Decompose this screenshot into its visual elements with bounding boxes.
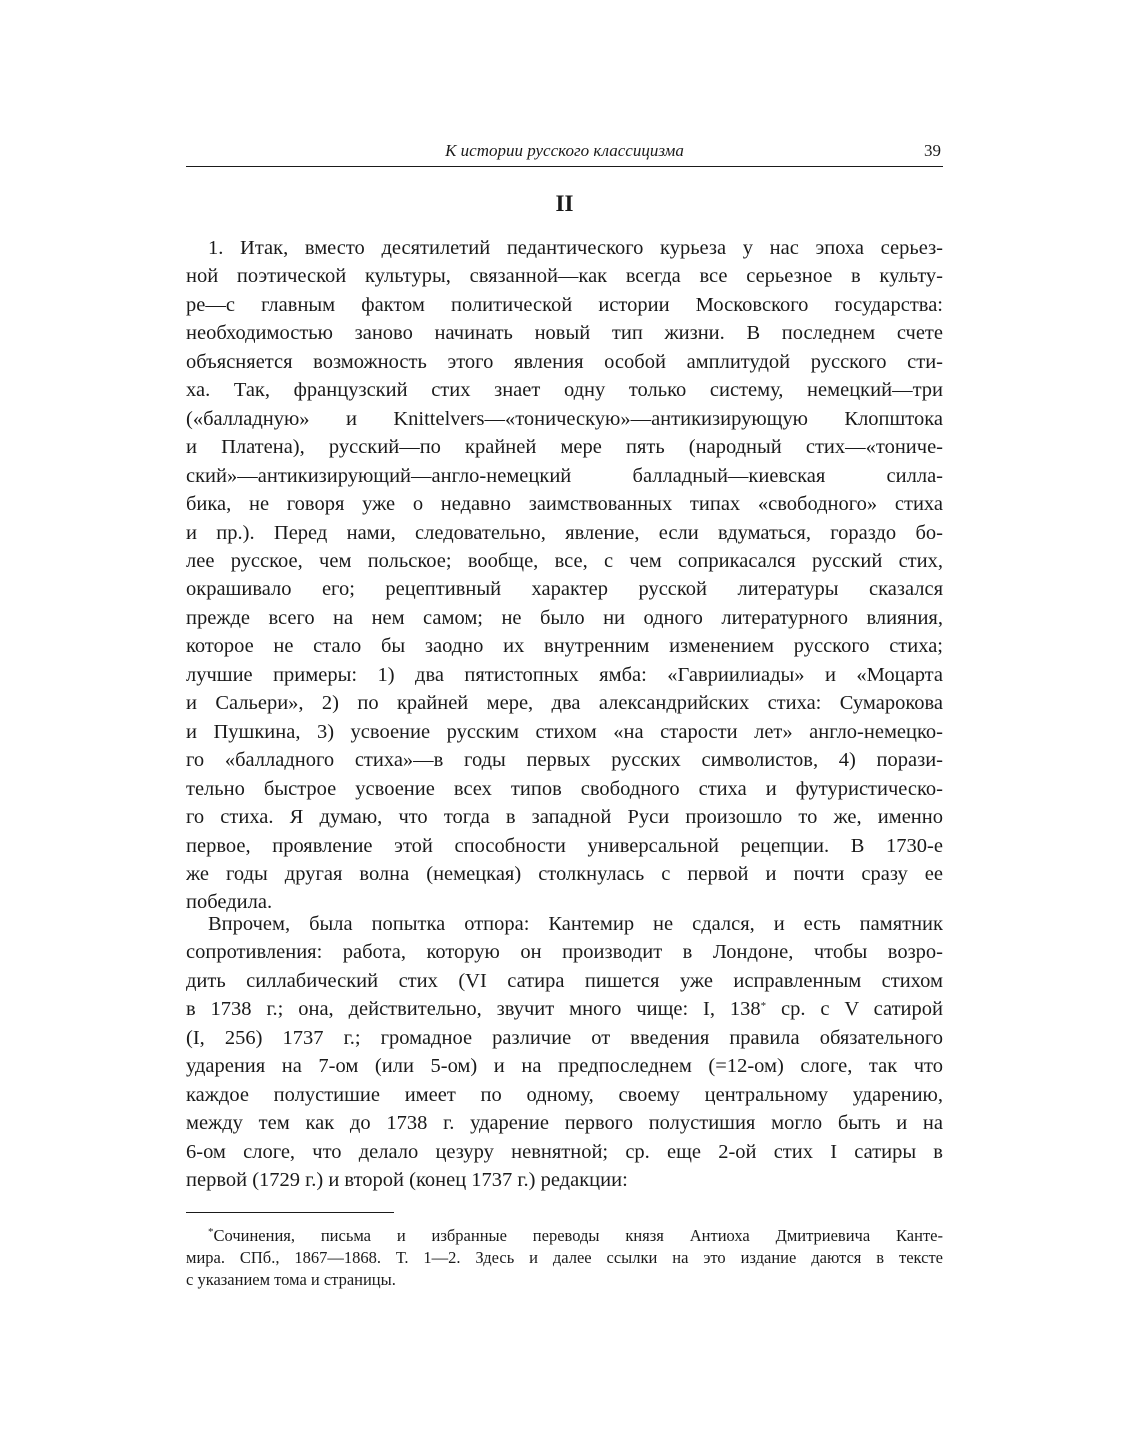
text-line: лее русское, чем польское; вообще, все, с чем соприкасался русский стих, <box>186 549 943 572</box>
text-line: го «балладного стиха»—в годы первых русских символистов, 4) порази- <box>186 749 943 772</box>
text-line: (I, 256) 1737 г.; громадное различие от введения правила обязательного <box>186 1026 943 1049</box>
running-head <box>186 140 943 167</box>
text-line: же годы другая волна (немецкая) столкнулась с первой и почти сразу ее <box>186 862 943 885</box>
running-title: К истории русского классицизма <box>445 141 684 160</box>
text-line: и Пушкина, 3) усвоение русским стихом «на старости лет» англо-немецко- <box>186 720 943 743</box>
page-number: 39 <box>924 141 941 160</box>
text-fragment: ср. с V сатирой <box>766 998 943 1021</box>
footnote-reference[interactable]: * <box>760 1000 767 1013</box>
text-line: ной поэтической культуры, связанной—как всегда все серьезное в культу- <box>186 265 943 288</box>
text-line: между тем как до 1738 г. ударение первого полустишия могло быть и на <box>186 1112 943 1135</box>
text-line: прежде всего на нем самом; не было ни одного литературного влияния, <box>186 606 943 629</box>
text-line: каждое полустишие имеет по одному, своему центральному ударению, <box>186 1083 943 1106</box>
text-line: которое не стало бы заодно их внутренним изменением русского стиха; <box>186 635 943 658</box>
text-line: («балладную» и Knittelvers—«тоническую»—антикизирующую Клопштока <box>186 407 943 430</box>
text-line: первое, проявление этой способности универсальной рецепции. В 1730-е <box>186 834 943 857</box>
text-line: ский»—антикизирующий—англо-немецкий балладный—киевская силла- <box>186 464 943 487</box>
text-line: и Платена), русский—по крайней мере пять (народный стих—«тониче- <box>186 436 943 459</box>
text-line: дить силлабический стих (VI сатира пишется уже исправленным стихом <box>186 969 943 992</box>
paragraph-2 <box>186 910 943 1195</box>
book-page <box>186 0 943 1433</box>
footnote-text: Сочинения, письма и избранные переводы князя Антиоха Дмитриевича Канте- <box>213 1226 943 1245</box>
text-line: го стиха. Я думаю, что тогда в западной Руси произошло то же, именно <box>186 806 943 829</box>
text-line: победила. <box>186 891 273 914</box>
text-line: и пр.). Перед нами, следовательно, явление, если вдуматься, гораздо бо- <box>186 521 943 544</box>
footnote-line: мира. СПб., 1867—1868. Т. 1—2. Здесь и далее ссылки на это издание даются в тексте <box>186 1248 943 1267</box>
footnote-line <box>186 1225 943 1247</box>
text-line: сопротивления: работа, которую он производит в Лондоне, чтобы возро- <box>186 941 943 964</box>
text-line: ударения на 7-ом (или 5-ом) и на предпоследнем (=12-ом) слоге, так что <box>186 1055 943 1078</box>
text-line: 6-ом слоге, что делало цезуру невнятной; ср. еще 2-ой стих I сатиры в <box>186 1140 943 1163</box>
text-fragment: в 1738 г.; она, действительно, звучит много чище: I, 138 <box>186 998 761 1021</box>
text-line: бика, не говоря уже о недавно заимствованных типах «свободного» стиха <box>186 493 943 516</box>
text-line: 1. Итак, вместо десятилетий педантического курьеза у нас эпоха серьез- <box>208 237 943 259</box>
footnote-divider <box>186 1212 394 1213</box>
text-line: ре—с главным фактом политической истории Московского государства: <box>186 293 943 316</box>
text-line-with-footnote-ref <box>186 995 943 1023</box>
footnote <box>186 1225 943 1291</box>
text-line: и Сальери», 2) по крайней мере, два александрийских стиха: Сумарокова <box>186 692 943 715</box>
text-line: необходимостью заново начинать новый тип жизни. В последнем счете <box>186 322 943 345</box>
text-line: первой (1729 г.) и второй (конец 1737 г.) редакции: <box>186 1169 628 1192</box>
text-line: ха. Так, французский стих знает одну только систему, немецкий—три <box>186 379 943 402</box>
section-heading: II <box>555 191 574 216</box>
footnote-marker: * <box>208 1226 214 1238</box>
text-line: Впрочем, была попытка отпора: Кантемир не сдался, и есть памятник <box>208 913 943 935</box>
text-line: лучшие примеры: 1) два пятистопных ямба: «Гавриилиады» и «Моцарта <box>186 663 943 686</box>
text-line: объясняется возможность этого явления особой амплитудой русского сти- <box>186 350 943 373</box>
paragraph-1 <box>186 234 943 917</box>
footnote-line: с указанием тома и страницы. <box>186 1270 396 1289</box>
text-line: окрашивало его; рецептивный характер русской литературы сказался <box>186 578 943 601</box>
text-line: тельно быстрое усвоение всех типов свободного стиха и футуристическо- <box>186 777 943 800</box>
